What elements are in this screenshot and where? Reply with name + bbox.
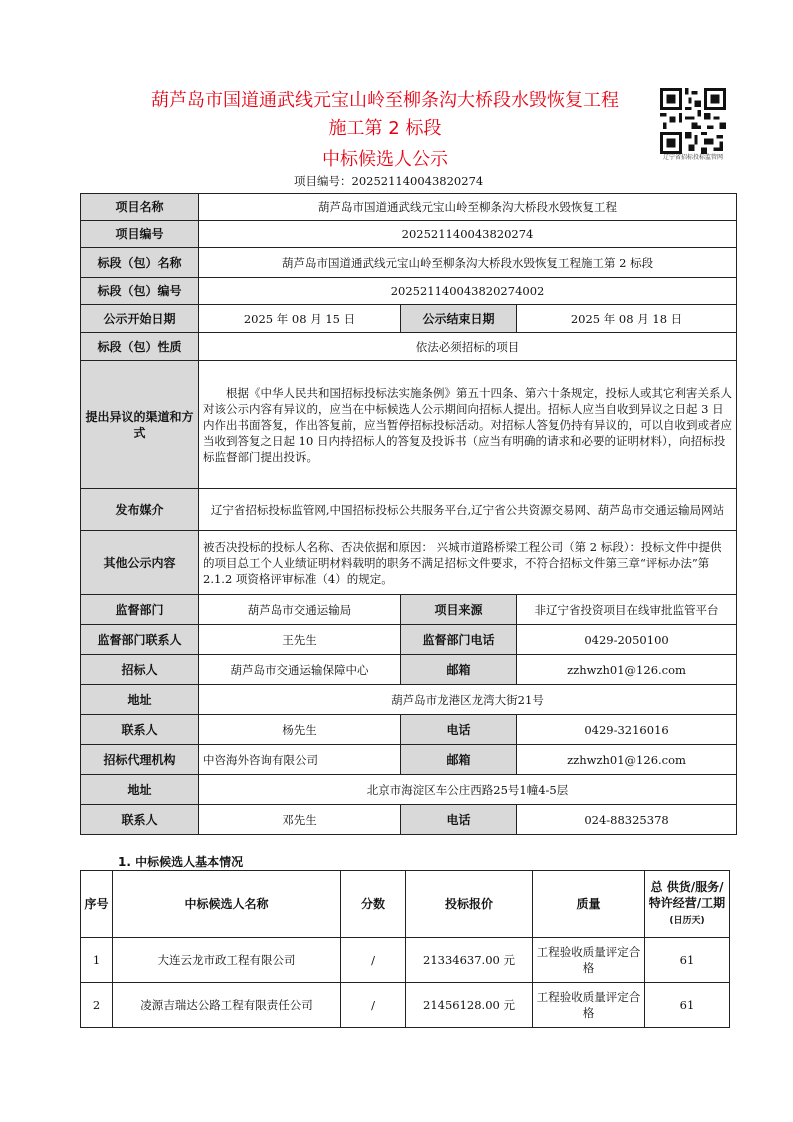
section-heading-candidates: 1. 中标候选人基本情况 [118, 855, 244, 869]
row-project-no [81, 221, 737, 248]
candidate-score: / [341, 983, 406, 1028]
row-tenderer-address [81, 685, 737, 715]
candidates-header-row [81, 871, 730, 938]
candidate-period: 61 [645, 983, 730, 1028]
row-tenderer-contact [81, 715, 737, 745]
section-name-label: 标段（包）名称 [81, 248, 199, 278]
header-seq: 序号 [81, 871, 113, 938]
candidate-seq: 2 [81, 983, 113, 1028]
row-section-no [81, 278, 737, 305]
project-name-value: 葫芦岛市国道通武线元宝山岭至柳条沟大桥段水毁恢复工程 [199, 194, 737, 221]
row-dates [81, 305, 737, 333]
section-name-value: 葫芦岛市国道通武线元宝山岭至柳条沟大桥段水毁恢复工程施工第 2 标段 [199, 248, 737, 278]
header-period-unit: (日历天) [669, 916, 705, 926]
header-price: 投标报价 [406, 871, 533, 938]
candidate-score: / [341, 938, 406, 983]
candidate-quality: 工程验收质量评定合格 [533, 938, 645, 983]
end-date-value: 2025 年 08 月 18 日 [517, 305, 737, 333]
row-sup-contact [81, 625, 737, 655]
agency-value: 中咨海外咨询有限公司 [199, 745, 401, 775]
row-agency-contact [81, 805, 737, 835]
sup-contact-label: 监督部门联系人 [81, 625, 199, 655]
candidate-price: 21456128.00 元 [406, 983, 533, 1028]
tenderer-address-value: 葫芦岛市龙港区龙湾大街21号 [199, 685, 737, 715]
row-agency-address [81, 775, 737, 805]
project-no-value: 202521140043820274 [199, 221, 737, 248]
project-name-label: 项目名称 [81, 194, 199, 221]
sup-contact-value: 王先生 [199, 625, 401, 655]
objection-label: 提出异议的渠道和方式 [81, 361, 199, 489]
row-media [81, 489, 737, 531]
row-other [81, 531, 737, 595]
header-score: 分数 [341, 871, 406, 938]
row-nature [81, 333, 737, 361]
candidate-quality: 工程验收质量评定合格 [533, 983, 645, 1028]
supervisor-label: 监督部门 [81, 595, 199, 625]
source-value: 非辽宁省投资项目在线审批监管平台 [517, 595, 737, 625]
row-objection [81, 361, 737, 489]
other-text: 被否决投标的投标人名称、否决依据和原因： 兴城市道路桥梁工程公司（第 2 标段）：投标文件中提供的项目总工个人业绩证明材料载明的职务不满足招标文件要求，不符合招标文件第三章“评标办法”第 2.1.2 项资格评审标准（4）的规定。 [199, 531, 737, 595]
agency-email-label: 邮箱 [401, 745, 517, 775]
sup-phone-label: 监督部门电话 [401, 625, 517, 655]
header-quality: 质量 [533, 871, 645, 938]
end-date-label: 公示结束日期 [401, 305, 517, 333]
table-row [81, 938, 730, 983]
media-value: 辽宁省招标投标监管网,中国招标投标公共服务平台,辽宁省公共资源交易网、葫芦岛市交通运输局网站 [199, 489, 737, 531]
row-supervisor [81, 595, 737, 625]
agency-phone-value: 024-88325378 [517, 805, 737, 835]
objection-text: 根据《中华人民共和国招标投标法实施条例》第五十四条、第六十条规定，投标人或其它利害关系人对该公示内容有异议的，应当在中标候选人公示期间向招标人提出。招标人应当自收到异议之日起 3 日内作出书面答复，作出答复前，应当暂停招标投标活动。对招标人答复仍持有异议的，可以自收到或者应当收到答复之日起 10 日内持招标人的答复及投诉书（应当有明确的请求和必要的证明材料），向招标投标监督部门提出投诉。 [199, 361, 737, 489]
agency-phone-label: 电话 [401, 805, 517, 835]
agency-address-label: 地址 [81, 775, 199, 805]
row-tenderer [81, 655, 737, 685]
agency-contact-label: 联系人 [81, 805, 199, 835]
row-agency [81, 745, 737, 775]
announcement-info-table [80, 193, 737, 835]
candidate-name: 凌源吉瑞达公路工程有限责任公司 [113, 983, 341, 1028]
start-date-label: 公示开始日期 [81, 305, 199, 333]
tenderer-value: 葫芦岛市交通运输保障中心 [199, 655, 401, 685]
sup-phone-value: 0429-2050100 [517, 625, 737, 655]
qr-code-icon [660, 88, 726, 154]
qr-caption: 辽宁省招标投标监管网 [662, 154, 723, 161]
tenderer-email-label: 邮箱 [401, 655, 517, 685]
agency-contact-value: 邓先生 [199, 805, 401, 835]
tenderer-address-label: 地址 [81, 685, 199, 715]
project-no-label: 项目编号 [81, 221, 199, 248]
source-label: 项目来源 [401, 595, 517, 625]
tenderer-phone-label: 电话 [401, 715, 517, 745]
media-label: 发布媒介 [81, 489, 199, 531]
row-section-name [81, 248, 737, 278]
header-name: 中标候选人名称 [113, 871, 341, 938]
row-project-name [81, 194, 737, 221]
candidate-price: 21334637.00 元 [406, 938, 533, 983]
header-period [645, 871, 730, 938]
nature-value: 依法必须招标的项目 [199, 333, 737, 361]
tenderer-contact-label: 联系人 [81, 715, 199, 745]
agency-address-value: 北京市海淀区车公庄西路25号1幢4-5层 [199, 775, 737, 805]
agency-label: 招标代理机构 [81, 745, 199, 775]
agency-email-value: zzhwzh01@126.com [517, 745, 737, 775]
candidate-seq: 1 [81, 938, 113, 983]
table-row [81, 983, 730, 1028]
document-title-line2: 施工第 2 标段 [328, 118, 442, 139]
tenderer-email-value: zzhwzh01@126.com [517, 655, 737, 685]
tenderer-phone-value: 0429-3216016 [517, 715, 737, 745]
tenderer-contact-value: 杨先生 [199, 715, 401, 745]
section-no-value: 202521140043820274002 [199, 278, 737, 305]
supervisor-value: 葫芦岛市交通运输局 [199, 595, 401, 625]
document-subtitle: 中标候选人公示 [322, 149, 448, 170]
header-period-label: 总 供货/服务/特许经营/工期 [648, 880, 726, 910]
candidate-name: 大连云龙市政工程有限公司 [113, 938, 341, 983]
document-title-line1: 葫芦岛市国道通武线元宝山岭至柳条沟大桥段水毁恢复工程 [151, 90, 619, 111]
start-date-value: 2025 年 08 月 15 日 [199, 305, 401, 333]
section-no-label: 标段（包）编号 [81, 278, 199, 305]
tenderer-label: 招标人 [81, 655, 199, 685]
nature-label: 标段（包）性质 [81, 333, 199, 361]
project-number-line: 项目编号：20252114004382027​4 [294, 174, 484, 188]
candidate-period: 61 [645, 938, 730, 983]
other-label: 其他公示内容 [81, 531, 199, 595]
candidates-table [80, 870, 730, 1028]
